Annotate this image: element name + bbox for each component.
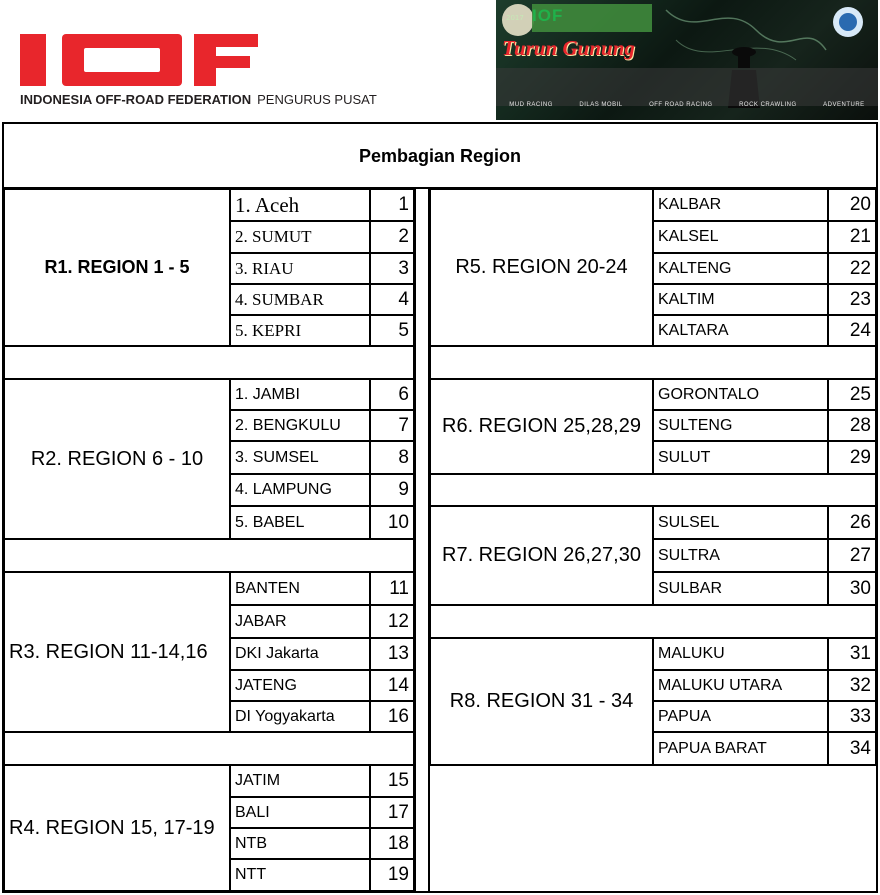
province-label: 3. RIAU — [230, 253, 370, 284]
province-number: 1 — [370, 189, 414, 221]
province-number: 19 — [370, 859, 414, 891]
province-label: PAPUA BARAT — [653, 732, 828, 765]
province-label: 2. BENGKULU — [230, 410, 370, 441]
province-label: 4. LAMPUNG — [230, 474, 370, 506]
province-number: 25 — [828, 379, 876, 410]
spacer-row — [430, 605, 876, 638]
province-number: 22 — [828, 253, 876, 284]
province-number: 27 — [828, 539, 876, 572]
province-label: KALBAR — [653, 189, 828, 221]
region-name-r6: R6. REGION 25,28,29 — [430, 379, 653, 474]
province-label: NTB — [230, 828, 370, 859]
region-name-r1: R1. REGION 1 - 5 — [4, 189, 230, 346]
province-number: 8 — [370, 441, 414, 474]
banner-category: MUD RACING — [509, 102, 553, 108]
province-number: 34 — [828, 732, 876, 765]
province-label: BALI — [230, 797, 370, 828]
province-number: 18 — [370, 828, 414, 859]
province-number: 32 — [828, 670, 876, 701]
province-number: 23 — [828, 284, 876, 315]
iof-logo — [20, 32, 420, 112]
province-number: 33 — [828, 701, 876, 732]
banner-category: ADVENTURE — [823, 102, 865, 108]
province-label: MALUKU — [653, 638, 828, 670]
spacer-row — [430, 346, 876, 379]
province-number: 11 — [370, 572, 414, 605]
banner-year: 2017 — [506, 14, 524, 22]
province-label: SULUT — [653, 441, 828, 474]
banner-category: OFF ROAD RACING — [649, 102, 713, 108]
banner-category: DILAS MOBIL — [579, 102, 623, 108]
province-number: 29 — [828, 441, 876, 474]
province-label: DKI Jakarta — [230, 638, 370, 670]
province-number: 30 — [828, 572, 876, 605]
province-number: 20 — [828, 189, 876, 221]
province-label: SULTENG — [653, 410, 828, 441]
province-number: 10 — [370, 506, 414, 539]
province-number: 28 — [828, 410, 876, 441]
province-number: 2 — [370, 221, 414, 253]
province-label: DI Yogyakarta — [230, 701, 370, 732]
province-number: 6 — [370, 379, 414, 410]
province-label: 2. SUMUT — [230, 221, 370, 253]
province-label: JATENG — [230, 670, 370, 701]
province-label: SULBAR — [653, 572, 828, 605]
region-name-r2: R2. REGION 6 - 10 — [4, 379, 230, 539]
banner-category: ROCK CRAWLING — [739, 102, 797, 108]
province-label: 1. Aceh — [230, 189, 370, 221]
province-label: SULSEL — [653, 506, 828, 539]
province-number: 12 — [370, 605, 414, 638]
spacer-row — [430, 474, 876, 506]
province-number: 24 — [828, 315, 876, 346]
province-number: 4 — [370, 284, 414, 315]
province-label: 3. SUMSEL — [230, 441, 370, 474]
table-title: Pembagian Region — [358, 145, 522, 166]
province-label: JATIM — [230, 765, 370, 797]
region-name-r3: R3. REGION 11-14,16 — [4, 572, 230, 732]
province-number: 16 — [370, 701, 414, 732]
province-label: BANTEN — [230, 572, 370, 605]
province-number: 9 — [370, 474, 414, 506]
federation-name: INDONESIA OFF-ROAD FEDERATION — [20, 92, 252, 107]
province-label: PAPUA — [653, 701, 828, 732]
province-number: 13 — [370, 638, 414, 670]
province-label: GORONTALO — [653, 379, 828, 410]
province-number: 5 — [370, 315, 414, 346]
region-name-r4: R4. REGION 15, 17-19 — [4, 765, 230, 891]
banner-title: Turun Gunung — [502, 36, 635, 60]
spacer-row — [4, 346, 414, 379]
province-label: KALSEL — [653, 221, 828, 253]
province-number: 3 — [370, 253, 414, 284]
province-label: SULTRA — [653, 539, 828, 572]
region-name-r7: R7. REGION 26,27,30 — [430, 506, 653, 605]
province-number: 21 — [828, 221, 876, 253]
column-divider — [414, 188, 416, 893]
province-number: 15 — [370, 765, 414, 797]
province-number: 7 — [370, 410, 414, 441]
office-name: PENGURUS PUSAT — [257, 92, 377, 107]
province-label: JABAR — [230, 605, 370, 638]
province-label: 4. SUMBAR — [230, 284, 370, 315]
province-number: 14 — [370, 670, 414, 701]
banner-org: IOF — [532, 6, 564, 25]
province-label: KALTIM — [653, 284, 828, 315]
iof-logo-mark — [20, 32, 260, 88]
region-name-r8: R8. REGION 31 - 34 — [430, 638, 653, 765]
province-label: KALTARA — [653, 315, 828, 346]
province-number: 26 — [828, 506, 876, 539]
spacer-row — [4, 539, 414, 572]
province-label: KALTENG — [653, 253, 828, 284]
spacer-row — [4, 732, 414, 765]
province-number: 17 — [370, 797, 414, 828]
province-label: 5. KEPRI — [230, 315, 370, 346]
province-label: MALUKU UTARA — [653, 670, 828, 701]
province-label: 1. JAMBI — [230, 379, 370, 410]
region-name-r5: R5. REGION 20-24 — [430, 189, 653, 346]
province-number: 31 — [828, 638, 876, 670]
province-label: 5. BABEL — [230, 506, 370, 539]
province-label: NTT — [230, 859, 370, 891]
event-banner — [496, 0, 878, 120]
row-divider — [430, 765, 876, 766]
